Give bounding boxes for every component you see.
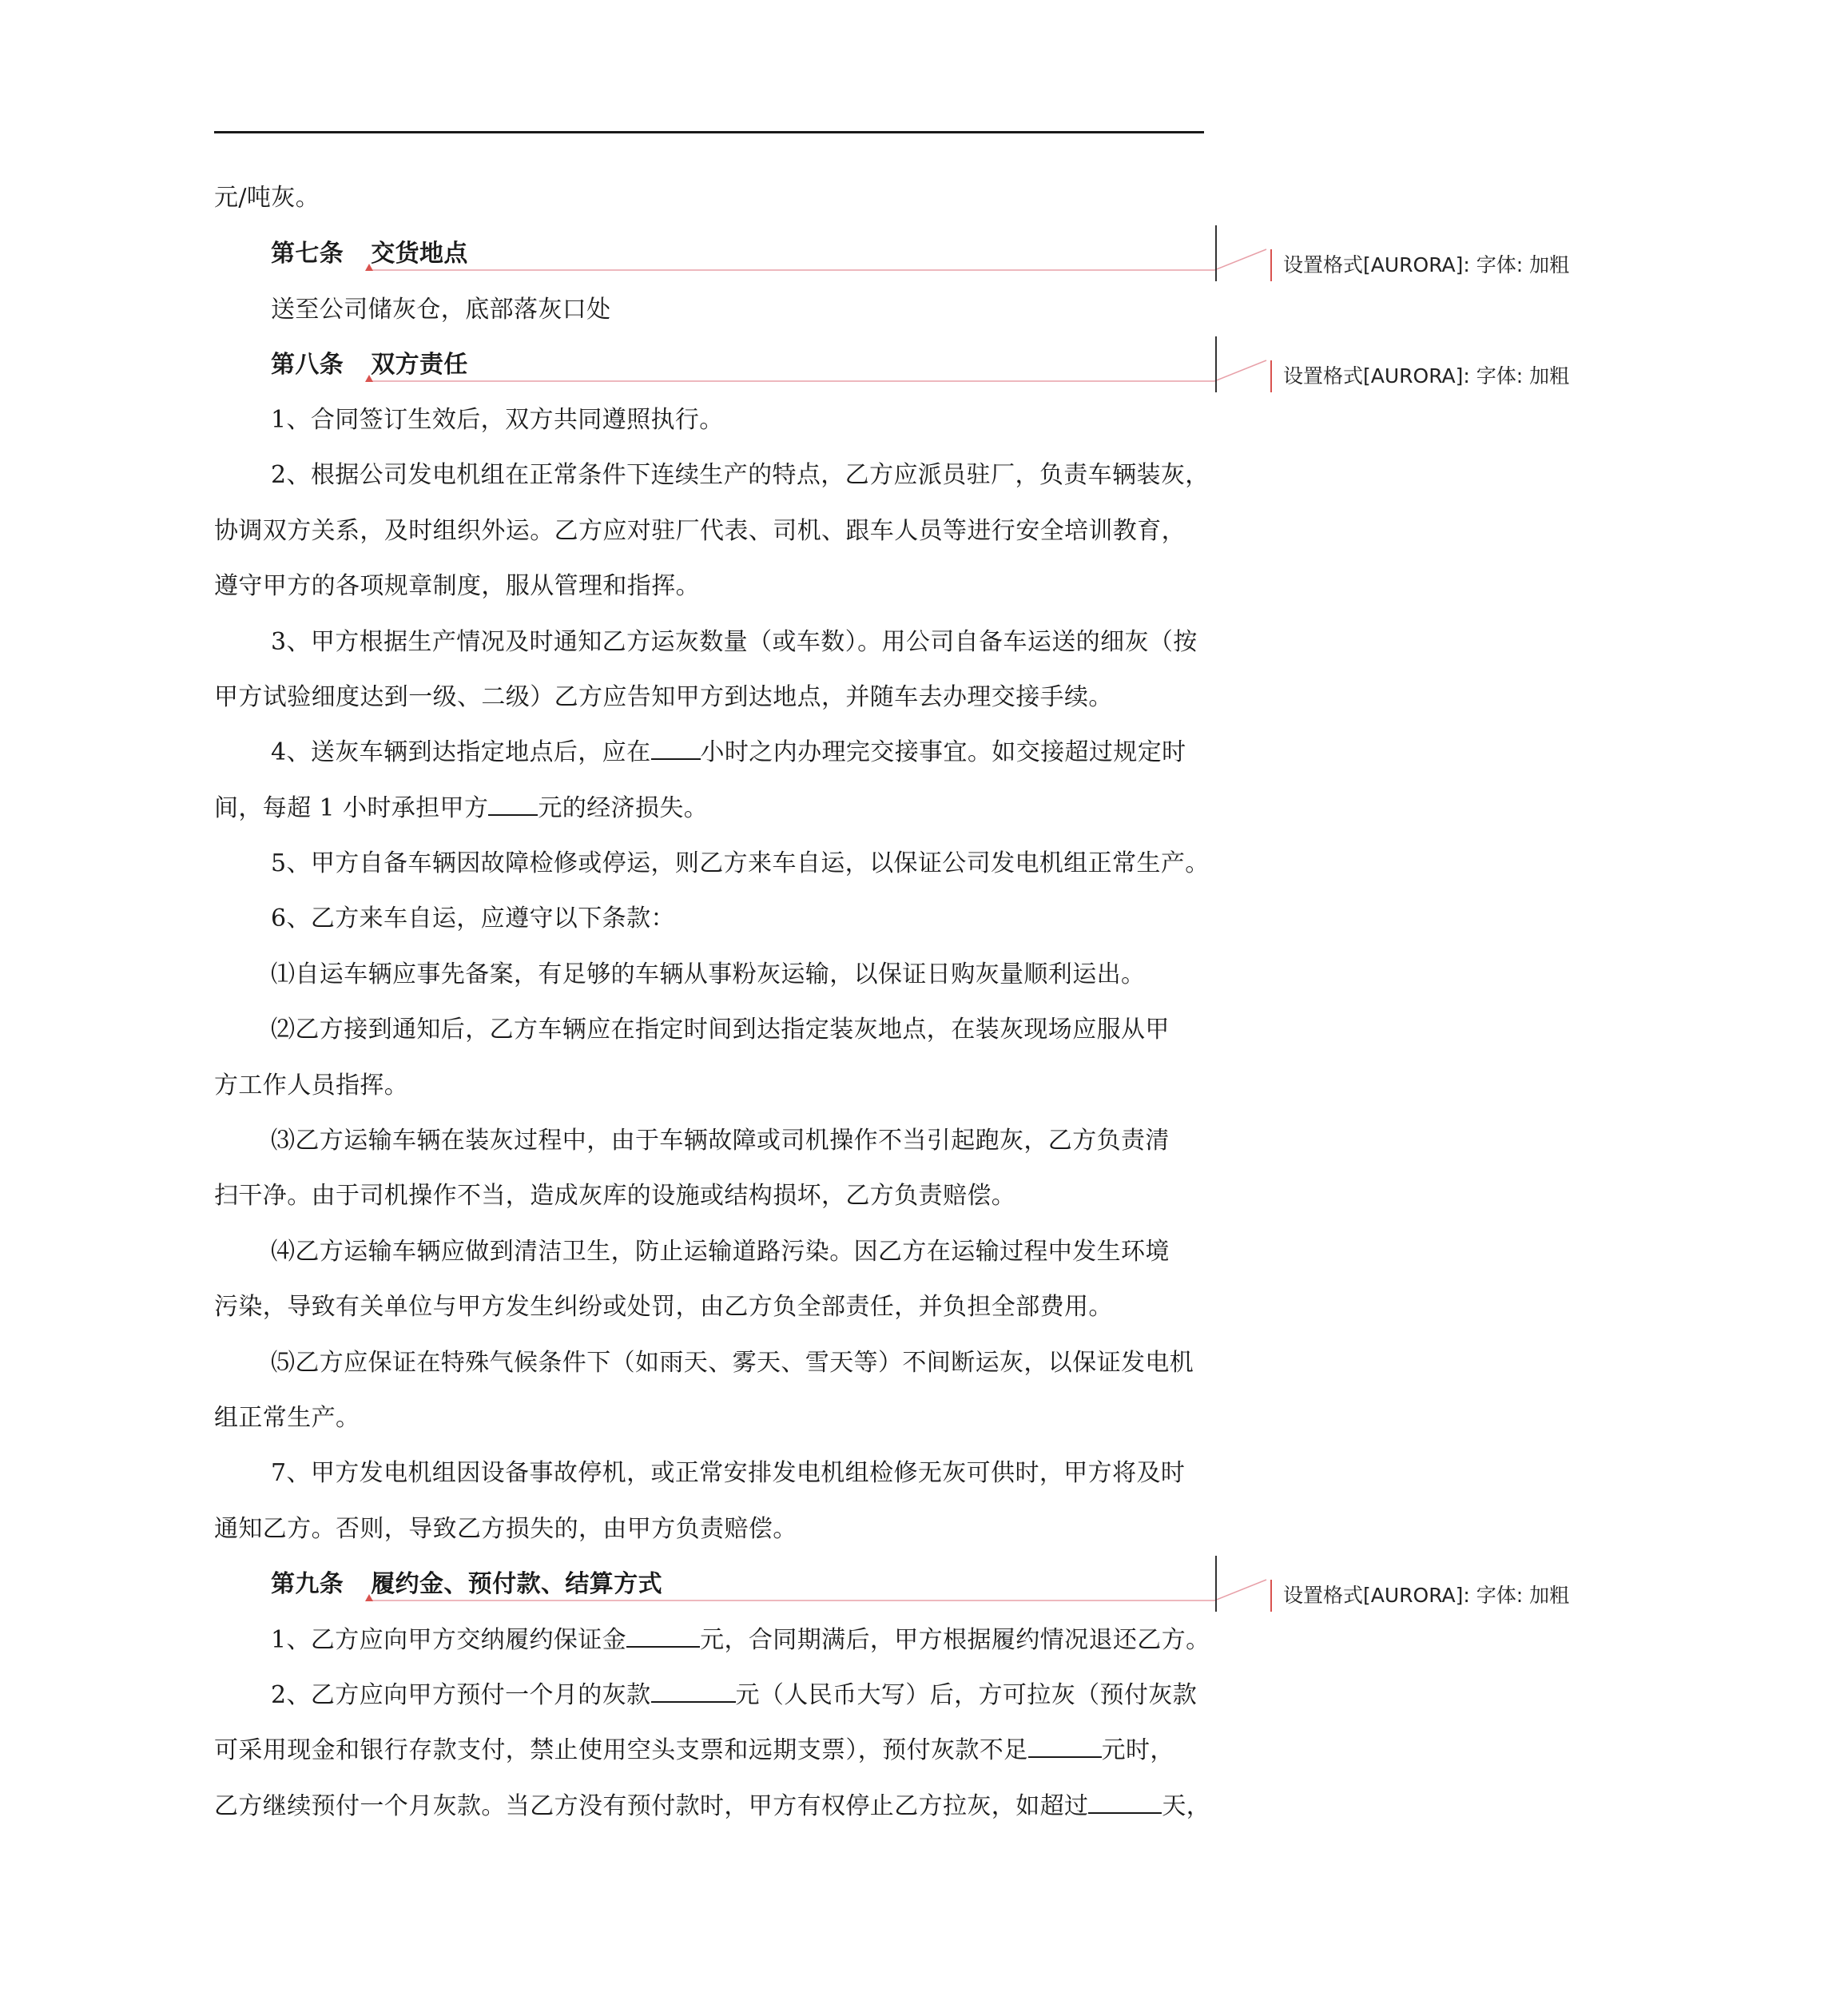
article-number: 第七条 — [271, 240, 344, 268]
paragraph-line: 7、甲方发电机组因设备事故停机，或正常安排发电机组检修无灰可供时，甲方将及时 — [271, 1459, 1186, 1487]
article-9-heading — [271, 1569, 662, 1600]
fill-in-blank[interactable] — [1088, 1791, 1162, 1814]
format-change-comment[interactable]: 设置格式[AURORA]: 字体: 加粗 — [1270, 1580, 1569, 1612]
paragraph-line: 元/吨灰。 — [214, 184, 320, 212]
text-segment: 间，每超 1 小时承担甲方 — [214, 794, 489, 822]
fill-in-blank[interactable] — [651, 1680, 736, 1703]
paragraph-line: 方工作人员指挥。 — [214, 1072, 409, 1099]
paragraph-line: ⑸乙方应保证在特殊气候条件下（如雨天、雾天、雪天等）不间断运灰，以保证发电机 — [271, 1349, 1194, 1377]
paragraph-line: 污染，导致有关单位与甲方发生纠纷或处罚，由乙方负全部责任，并负担全部费用。 — [214, 1293, 1113, 1321]
paragraph-line: ⑴自运车辆应事先备案，有足够的车辆从事粉灰运输，以保证日购灰量顺利运出。 — [271, 960, 1146, 988]
fill-in-blank[interactable] — [626, 1625, 700, 1648]
connector-line — [369, 360, 1266, 381]
header-rule — [214, 131, 1204, 133]
text-segment: 1、乙方应向甲方交纳履约保证金 — [271, 1626, 627, 1654]
paragraph-line: 送至公司储灰仓，底部落灰口处 — [271, 296, 611, 324]
format-change-comment[interactable]: 设置格式[AURORA]: 字体: 加粗 — [1270, 249, 1569, 281]
paragraph-line — [271, 737, 1186, 769]
revision-marker-icon — [365, 375, 373, 382]
article-number: 第九条 — [271, 1570, 344, 1598]
paragraph-line: 组正常生产。 — [214, 1404, 360, 1432]
article-title: 履约金、预付款、结算方式 — [371, 1570, 663, 1598]
paragraph-line — [214, 1791, 1210, 1823]
paragraph-line: 2、根据公司发电机组在正常条件下连续生产的特点，乙方应派员驻厂，负责车辆装灰， — [271, 461, 1210, 489]
revision-marker-icon — [365, 264, 373, 271]
article-number: 第八条 — [271, 351, 344, 379]
article-title: 交货地点 — [371, 240, 468, 268]
paragraph-line: 遵守甲方的各项规章制度，服从管理和指挥。 — [214, 572, 700, 600]
text-segment: 元（人民币大写）后，方可拉灰（预付灰款 — [735, 1681, 1198, 1709]
paragraph-line: ⑶乙方运输车辆在装灰过程中，由于车辆故障或司机操作不当引起跑灰，乙方负责清 — [271, 1127, 1170, 1155]
text-segment: 元时， — [1101, 1736, 1174, 1764]
paragraph-line: ⑷乙方运输车辆应做到清洁卫生，防止运输道路污染。因乙方在运输过程中发生环境 — [271, 1238, 1170, 1266]
article-title: 双方责任 — [371, 351, 468, 379]
paragraph-line — [214, 793, 708, 825]
text-segment: 小时之内办理完交接事宜。如交接超过规定时 — [700, 738, 1186, 766]
paragraph-line: 协调双方关系，及时组织外运。乙方应对驻厂代表、司机、跟车人员等进行安全培训教育， — [214, 517, 1186, 545]
text-segment: 2、乙方应向甲方预付一个月的灰款 — [271, 1681, 651, 1709]
fill-in-blank[interactable] — [1028, 1736, 1102, 1758]
paragraph-line: 扫干净。由于司机操作不当，造成灰库的设施或结构损坏，乙方负责赔偿。 — [214, 1182, 1016, 1210]
paragraph-line: 1、合同签订生效后，双方共同遵照执行。 — [271, 406, 724, 434]
paragraph-line — [271, 1624, 1210, 1656]
paragraph-line — [271, 1680, 1197, 1712]
paragraph-line: 甲方试验细度达到一级、二级）乙方应告知甲方到达地点，并随车去办理交接手续。 — [214, 683, 1113, 711]
paragraph-line: 通知乙方。否则，导致乙方损失的，由甲方负责赔偿。 — [214, 1515, 797, 1543]
text-segment: 乙方继续预付一个月灰款。当乙方没有预付款时，甲方有权停止乙方拉灰，如超过 — [214, 1792, 1089, 1820]
paragraph-line — [214, 1735, 1174, 1767]
paragraph-line: 6、乙方来车自运，应遵守以下条款： — [271, 905, 675, 932]
revision-marker-icon — [365, 1594, 373, 1601]
format-change-comment[interactable]: 设置格式[AURORA]: 字体: 加粗 — [1270, 360, 1569, 392]
paragraph-line: ⑵乙方接到通知后，乙方车辆应在指定时间到达指定装灰地点，在装灰现场应服从甲 — [271, 1016, 1170, 1044]
text-segment: 元的经济损失。 — [538, 794, 709, 822]
text-segment: 元，合同期满后，甲方根据履约情况退还乙方。 — [700, 1626, 1210, 1654]
text-segment: 天， — [1162, 1792, 1211, 1820]
text-segment: 4、送灰车辆到达指定地点后，应在 — [271, 738, 651, 766]
paragraph-line: 5、甲方自备车辆因故障检修或停运，则乙方来车自运，以保证公司发电机组正常生产。 — [271, 849, 1210, 877]
paragraph-line: 3、甲方根据生产情况及时通知乙方运灰数量（或车数）。用公司自备车运送的细灰（按 — [271, 628, 1198, 656]
text-segment: 可采用现金和银行存款支付，禁止使用空头支票和远期支票），预付灰款不足 — [214, 1736, 1028, 1764]
fill-in-blank[interactable] — [651, 738, 701, 760]
fill-in-blank[interactable] — [488, 793, 538, 816]
connector-line — [369, 249, 1266, 270]
